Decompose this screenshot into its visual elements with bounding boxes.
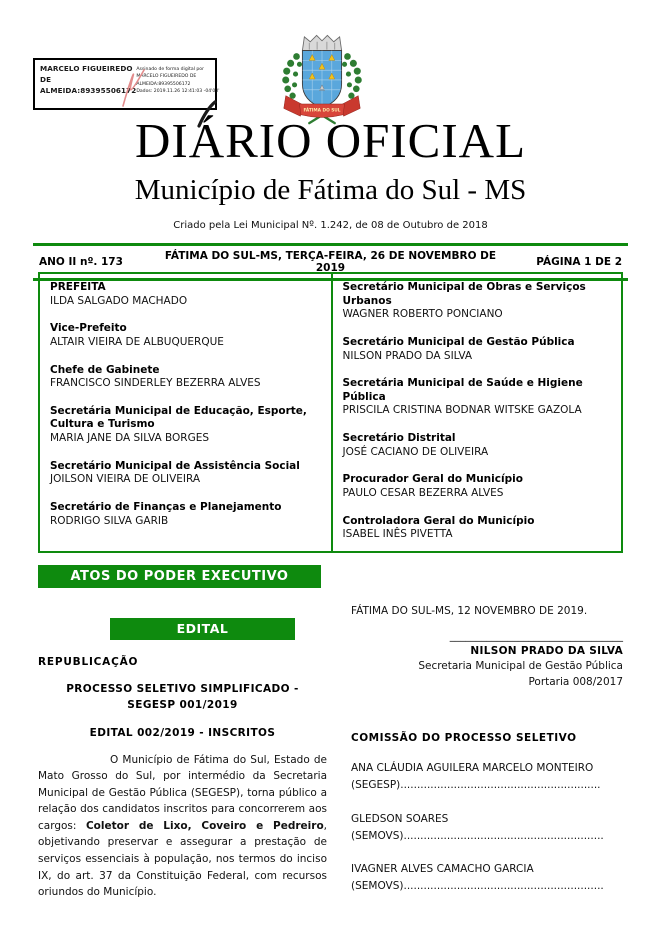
member-entity-line: (SEMOVS)............................................................: [351, 829, 604, 842]
signature-name: NILSON PRADO DA SILVA: [470, 645, 623, 658]
member-name: ANA CLÁUDIA AGUILERA MARCELO MONTEIRO: [351, 761, 594, 774]
official-name: PAULO CESAR BEZERRA ALVES: [342, 487, 504, 500]
official-name: JOILSON VIEIRA DE OLIVEIRA: [50, 473, 201, 486]
edital-body-start: O Município de Fátima do Sul, Estado de Mato Grosso do Sul, por intermédio da Secretaria Municipal de Gestão Pública (SEGESP), torna público a relação dos candidatos inscritos para concorrerem aos cargos:: [38, 753, 327, 832]
signature-column: [351, 600, 623, 901]
official-entry: [50, 460, 321, 487]
official-title: Secretário Municipal de Gestão Pública: [342, 335, 575, 348]
official-name: ALTAIR VIEIRA DE ALBUQUERQUE: [50, 335, 224, 348]
official-title: Secretário Distrital: [342, 432, 456, 445]
edital-column: [38, 600, 327, 901]
signature-detail-line: Assinado de forma digital por: [136, 67, 204, 72]
official-title: Secretário Municipal de Obras e Serviços Urbanos: [342, 281, 586, 307]
signature-flourish-icon: [119, 60, 147, 110]
signature-detail-line: ALMEIDA:89395506172: [136, 81, 191, 87]
official-title: Secretária Municipal de Educação, Esporte, Cultura e Turismo: [50, 404, 307, 431]
signature-details: [136, 64, 220, 105]
edital-body: [38, 752, 327, 901]
official-name: NILSON PRADO DA SILVA: [342, 349, 473, 362]
commission-title: COMISSÃO DO PROCESSO SELETIVO: [351, 731, 577, 744]
edital-subheading: EDITAL 002/2019 - INSCRITOS: [89, 726, 276, 739]
edital-banner: EDITAL: [110, 618, 295, 640]
edital-body-bold: Coletor de Lixo, Coveiro e Pedreiro: [85, 819, 324, 832]
official-entry: [343, 515, 612, 542]
content-columns: [38, 600, 623, 901]
edital-heading: [38, 681, 327, 714]
official-title: Secretária Municipal de Saúde e Higiene Pública: [342, 377, 583, 403]
commission-member: [351, 861, 623, 896]
signature-title: Secretaria Municipal de Gestão Pública: [418, 660, 623, 673]
member-name: IVAGNER ALVES CAMACHO GARCIA: [351, 863, 534, 876]
signature-block: [351, 629, 623, 690]
official-title: Secretário de Finanças e Planejamento: [50, 501, 282, 514]
member-entity-line: (SEMOVS)............................................................: [351, 880, 604, 893]
executive-section-banner: ATOS DO PODER EXECUTIVO: [38, 565, 321, 588]
signature-date-place: FÁTIMA DO SUL-MS, 12 NOVEMBRO DE 2019.: [351, 605, 588, 617]
page-number-label: PÁGINA 1 DE 2: [536, 256, 622, 268]
officials-box: [38, 272, 623, 553]
official-entry: [343, 281, 612, 322]
official-name: MARIA JANE DA SILVA BORGES: [50, 432, 210, 445]
member-entity-line: (SEGESP)............................................................: [351, 779, 601, 792]
official-title: PREFEITA: [50, 281, 106, 293]
edital-body-end: , objetivando preservar e assegurar a prestação de serviços essenciais à população, nos termos do inciso IX, do art. 37 da Constituição Federal, com recursos oriundos do Município.: [38, 819, 327, 899]
official-name: ISABEL INÊS PIVETTA: [342, 528, 453, 541]
official-title: Procurador Geral do Município: [342, 473, 523, 486]
signer-name-text: MARCELO FIGUEIREDO DE ALMEIDA:89395506172: [40, 64, 137, 95]
page-title: DIÁRIO OFICIAL: [135, 113, 526, 168]
ribbon-text: FÁTIMA DO SUL: [303, 108, 341, 114]
official-entry: [50, 364, 321, 391]
signature-ordinance: Portaria 008/2017: [528, 675, 623, 688]
masthead: [0, 114, 661, 231]
official-entry: [343, 377, 612, 418]
official-title: Chefe de Gabinete: [50, 363, 160, 376]
signature-line: _________________________________: [449, 630, 623, 642]
republication-label: REPUBLICAÇÃO: [38, 656, 139, 668]
creation-note: Criado pela Lei Municipal Nº. 1.242, de 08 de Outubro de 2018: [173, 219, 488, 231]
officials-left-column: [40, 274, 331, 551]
official-name: JOSÉ CACIANO DE OLIVEIRA: [342, 445, 489, 458]
page-subtitle: Município de Fátima do Sul - MS: [134, 173, 527, 206]
official-entry: [50, 281, 321, 308]
official-entry: [50, 322, 321, 349]
commission-section: [351, 732, 623, 896]
official-entry: [343, 336, 612, 363]
official-name: RODRIGO SILVA GARIB: [50, 514, 169, 527]
official-entry: [343, 473, 612, 500]
official-name: FRANCISCO SINDERLEY BEZERRA ALVES: [50, 377, 261, 390]
commission-member: [351, 811, 623, 846]
edital-heading-line: PROCESSO SELETIVO SIMPLIFICADO -: [66, 683, 299, 695]
official-entry: [343, 432, 612, 459]
commission-member: [351, 760, 623, 795]
officials-right-column: [331, 274, 622, 551]
official-name: ILDA SALGADO MACHADO: [50, 294, 188, 307]
official-name: PRISCILA CRISTINA BODNAR WITSKE GAZOLA: [342, 404, 582, 417]
edition-label: ANO II nº. 173: [39, 256, 123, 268]
official-title: Secretário Municipal de Assistência Social: [50, 459, 300, 472]
official-name: WAGNER ROBERTO PONCIANO: [342, 308, 503, 321]
official-entry: [50, 501, 321, 528]
signature-detail-line: MARCELO FIGUEIREDO DE: [136, 74, 197, 80]
date-label: FÁTIMA DO SUL-MS, TERÇA-FEIRA, 26 DE NOVEMBRO DE 2019: [164, 250, 497, 274]
signature-detail-line: Dados: 2019.11.26 12:41:03 -04'00': [136, 89, 220, 95]
digital-signature-stamp: [33, 58, 220, 110]
member-name: GLEDSON SOARES: [351, 812, 449, 825]
official-entry: [50, 405, 321, 446]
edital-heading-line: SEGESP 001/2019: [127, 699, 238, 712]
official-title: Vice-Prefeito: [50, 322, 127, 335]
official-title: Controladora Geral do Município: [342, 514, 535, 527]
